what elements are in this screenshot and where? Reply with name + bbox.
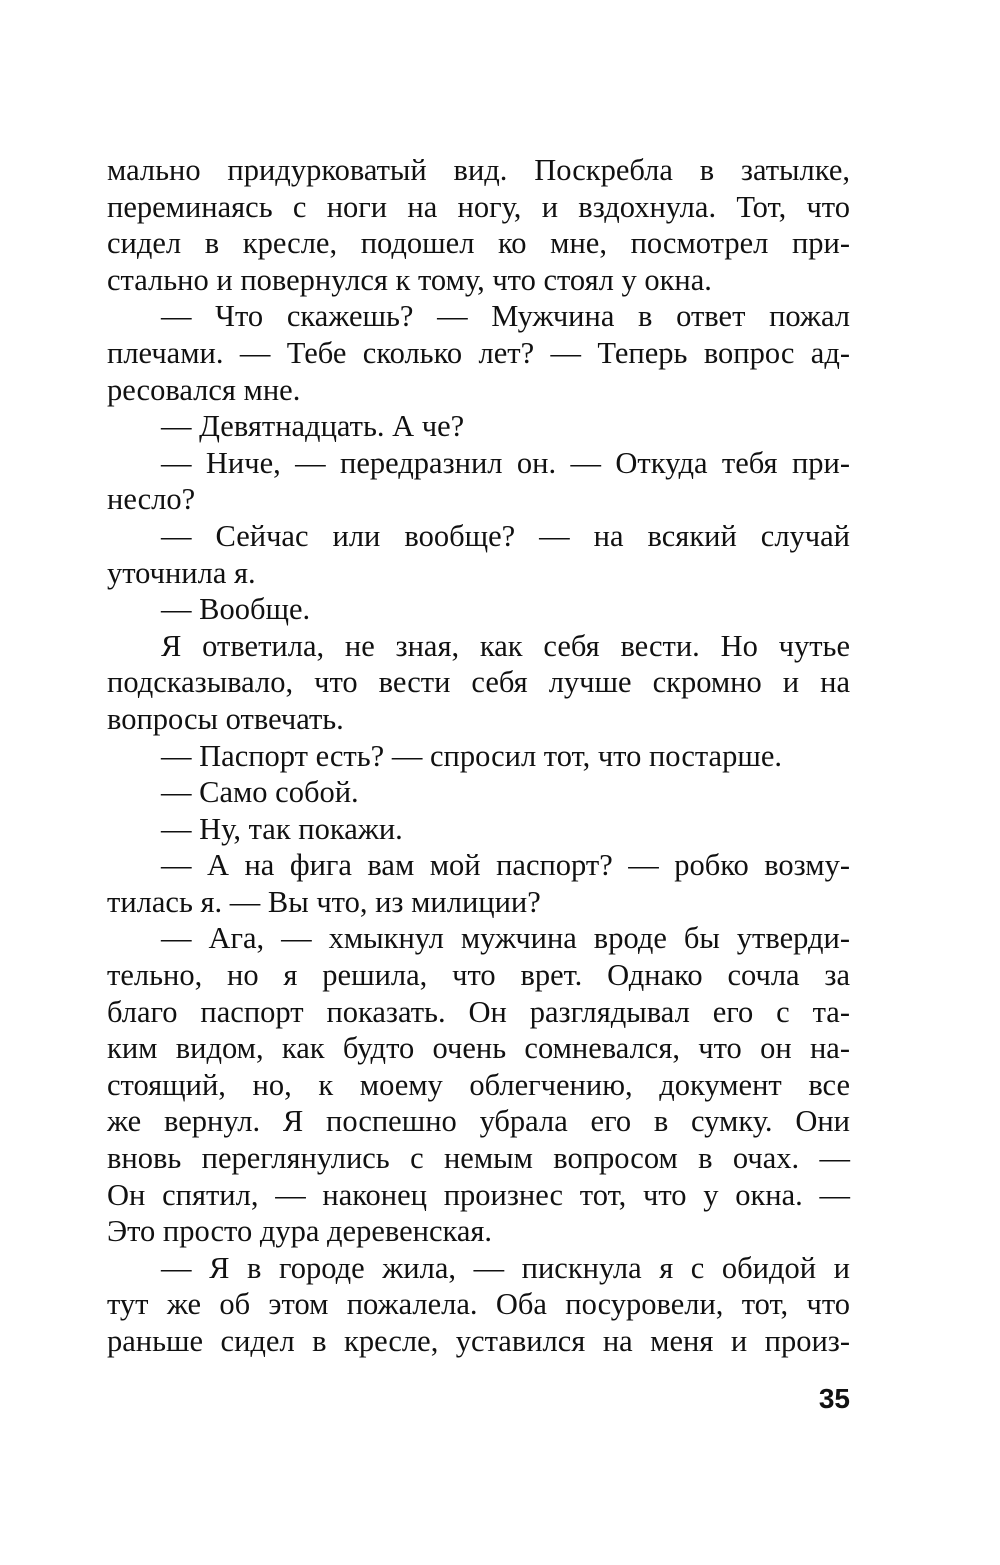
text-line: — Вообще. bbox=[161, 592, 311, 627]
text-line: — А на фига вам мой паспорт? — робко возму- bbox=[161, 848, 850, 883]
text-line: стоящий, но, к моему облегчению, документ все bbox=[107, 1067, 850, 1102]
text-line: подсказывало, что вести себя лучше скромно и на bbox=[107, 665, 850, 700]
text-line: стально и повернулся к тому, что стоял у окна. bbox=[107, 262, 712, 297]
text-line: же вернул. Я поспешно убрала его в сумку. Они bbox=[107, 1104, 850, 1139]
text-line: тельно, но я решила, что врет. Однако сочла за bbox=[107, 958, 850, 993]
text-line: плечами. — Тебе сколько лет? — Теперь вопрос ад- bbox=[107, 335, 850, 370]
text-line: — Ну, так покажи. bbox=[161, 811, 403, 846]
text-line: мально придурковатый вид. Поскребла в затылке, bbox=[107, 153, 850, 187]
text-line: — Девятнадцать. А че? bbox=[161, 409, 465, 444]
body-text bbox=[107, 152, 850, 1360]
text-line: ким видом, как будто очень сомневался, что он на- bbox=[107, 1031, 850, 1066]
text-line: тут же об этом пожалела. Оба посуровели, тот, что bbox=[107, 1287, 850, 1322]
page-number: 35 bbox=[818, 1383, 850, 1414]
text-line: раньше сидел в кресле, уставился на меня и произ- bbox=[107, 1324, 850, 1358]
text-line: — Само собой. bbox=[161, 775, 359, 810]
text-line: вновь переглянулись с немым вопросом в очах. — bbox=[107, 1141, 850, 1176]
text-line: — Я в городе жила, — пискнула я с обидой и bbox=[161, 1250, 850, 1285]
text-line: — Сейчас или вообще? — на всякий случай bbox=[161, 518, 850, 553]
text-line: Это просто дура деревенская. bbox=[107, 1214, 493, 1249]
text-line: — Ниче, — передразнил он. — Откуда тебя при- bbox=[161, 445, 850, 480]
text-line: переминаясь с ноги на ногу, и вздохнула. Тот, что bbox=[107, 189, 850, 224]
text-line: тилась я. — Вы что, из милиции? bbox=[107, 884, 541, 919]
text-line: — Что скажешь? — Мужчина в ответ пожал bbox=[161, 299, 850, 334]
text-line: Он спятил, — наконец произнес тот, что у окна. — bbox=[107, 1177, 850, 1212]
text-line: несло? bbox=[107, 482, 196, 517]
text-line: — Ага, — хмыкнул мужчина вроде бы утверди- bbox=[161, 921, 850, 956]
text-line: ресовался мне. bbox=[107, 372, 301, 407]
text-line: уточнила я. bbox=[107, 555, 256, 590]
text-line: Я ответила, не зная, как себя вести. Но чутье bbox=[161, 628, 850, 663]
text-line: — Паспорт есть? — спросил тот, что постарше. bbox=[161, 738, 782, 773]
text-line: сидел в кресле, подошел ко мне, посмотрел при- bbox=[107, 226, 850, 261]
text-line: благо паспорт показать. Он разглядывал его с та- bbox=[107, 994, 850, 1029]
text-line: вопросы отвечать. bbox=[107, 701, 344, 736]
